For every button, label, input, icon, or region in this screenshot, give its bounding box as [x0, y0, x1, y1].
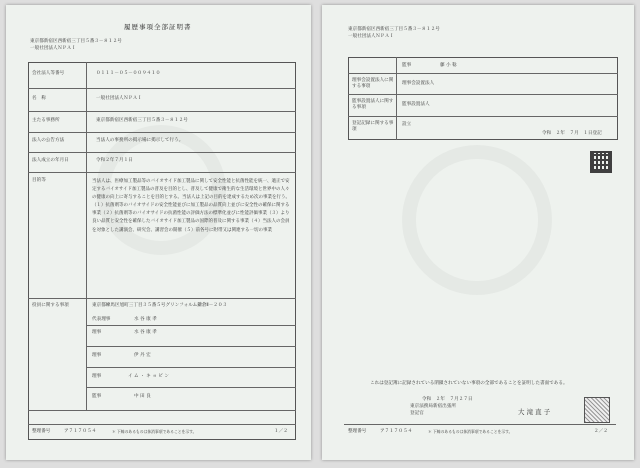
- footer-number: ア７１７０５４: [380, 429, 413, 434]
- page-number: １／２: [274, 429, 288, 434]
- page-number: ２／２: [594, 429, 608, 434]
- document-title: 履歴事項全部証明書: [124, 23, 192, 31]
- row-label-auditor: 監事設置法人に関する事項: [352, 99, 394, 110]
- footer-label: 整理番号: [32, 429, 51, 434]
- header-address: 東京都新宿区西新宿三丁目５番３－８１２号: [30, 39, 122, 44]
- header-corporate-name: 一般社団法人ＮＰＡＩ: [30, 46, 76, 51]
- row-label-established: 法人成立の年月日: [32, 158, 69, 163]
- officer-role: 監事: [92, 394, 102, 399]
- footer-number: ア７１７０５４: [64, 429, 97, 434]
- registered-date: 令和 ２年 ７月 １日登記: [542, 131, 602, 136]
- label-column-divider: [86, 62, 87, 410]
- auditor-name: 藤 小 稔: [440, 63, 457, 68]
- header-address: 東京都新宿区西新宿三丁目５番３－８１２号: [348, 27, 440, 32]
- footer-note: ＊ 下線のあるものは抹消事項であることを示す。: [428, 429, 513, 434]
- row-label-corporate-number: 会社法人等番号: [32, 71, 65, 76]
- row-label-registry: 登記記録に関する事項: [352, 121, 394, 132]
- issuing-bureau: 東京法務局新宿出張所: [410, 404, 456, 409]
- officer-role: 理事: [92, 374, 102, 379]
- row-value-established: 令和２年７月１日: [96, 158, 133, 163]
- officer-role: 理事: [92, 353, 102, 358]
- row-value-auditor: 監事設置法人: [402, 102, 430, 107]
- officer-name: イ ム ・ キ ョ ビ ン: [128, 374, 169, 379]
- row-label-public-notice: 法人の公告方法: [32, 138, 65, 143]
- purpose-text: 当法人は、医療加工製品等のバイオサイド加工製品に関して安全性能と抗菌性能を統一、適正で安定するバイオサイド加工製品の普及を目的とし、普及して健康で衛生的な生活環境と世界中の人々の健康の向上に寄与することを目的とする。当法人は上記の目的を達成するため次の事業を行う。（１）抗菌剤等のバイオサイドの安全性能並びに加工製品の品質向上並びに安全性の確保に関する事業（２）抗菌剤等のバイオサイドの抗菌性能の評価方法の標準化並びに性能評価事業（３）より良い品質と安全性を確保したバイオサイド加工製品の国際的普及に関する事業（４）当法人の会員を対象とした講演会、研究会、講習会の開催（５）前各号に附帯又は関連する一切の事業: [92, 179, 290, 233]
- footer-label: 整理番号: [348, 429, 367, 434]
- official-seal: [584, 397, 610, 423]
- footer-note: ＊ 下線のあるものは抹消事項であることを示す。: [112, 429, 197, 434]
- qr-code: [590, 151, 612, 173]
- auditor-role: 監事: [402, 63, 412, 68]
- row-label-purpose: 目的等: [32, 178, 46, 183]
- watermark-pattern: [402, 145, 552, 295]
- officer-name: 中 田 良: [134, 394, 151, 399]
- certification-date: 令和 ２年 ７月２７日: [422, 397, 473, 402]
- officer-role: 代表理事: [92, 317, 111, 322]
- row-label-name: 名 称: [32, 96, 46, 101]
- row-value-public-notice: 当法人の事務所の掲示場に掲示して行う。: [96, 138, 184, 143]
- officer-name: 水 谷 康 孝: [134, 317, 157, 322]
- row-value-office: 東京都新宿区西新宿三丁目５番３－８１２号: [96, 118, 188, 123]
- registrar-name: 大 滝 直 子: [518, 408, 551, 416]
- officer-address: 東京都練馬区旭町三丁目３５番５号グリンフォルム鎌倉Ⅱ－２０３: [92, 303, 228, 308]
- row-label-officers: 役員に関する事項: [32, 303, 69, 308]
- officer-name: 伊 丹 宏: [134, 353, 151, 358]
- registrar-title: 登記官: [410, 411, 424, 416]
- row-label-board: 理事会設置法人に関する事項: [352, 78, 394, 89]
- certificate-page-2: [322, 5, 634, 460]
- row-value-name: 一般社団法人ＮＰＡＩ: [96, 96, 142, 101]
- row-label-office: 主たる事務所: [32, 118, 60, 123]
- certification-statement: これは登記簿に記録されている閉鎖されていない事項の全部であることを証明した書面である。: [370, 381, 568, 386]
- certificate-page-1: [6, 5, 311, 460]
- header-corporate-name: 一般社団法人ＮＰＡＩ: [348, 34, 394, 39]
- officer-role: 理事: [92, 330, 102, 335]
- row-value-corporate-number: ０１１１－０５－００９４１０: [96, 71, 161, 76]
- officer-name: 水 谷 康 孝: [134, 330, 157, 335]
- row-value-board: 理事会設置法人: [402, 81, 435, 86]
- row-value-registry: 設立: [402, 122, 412, 127]
